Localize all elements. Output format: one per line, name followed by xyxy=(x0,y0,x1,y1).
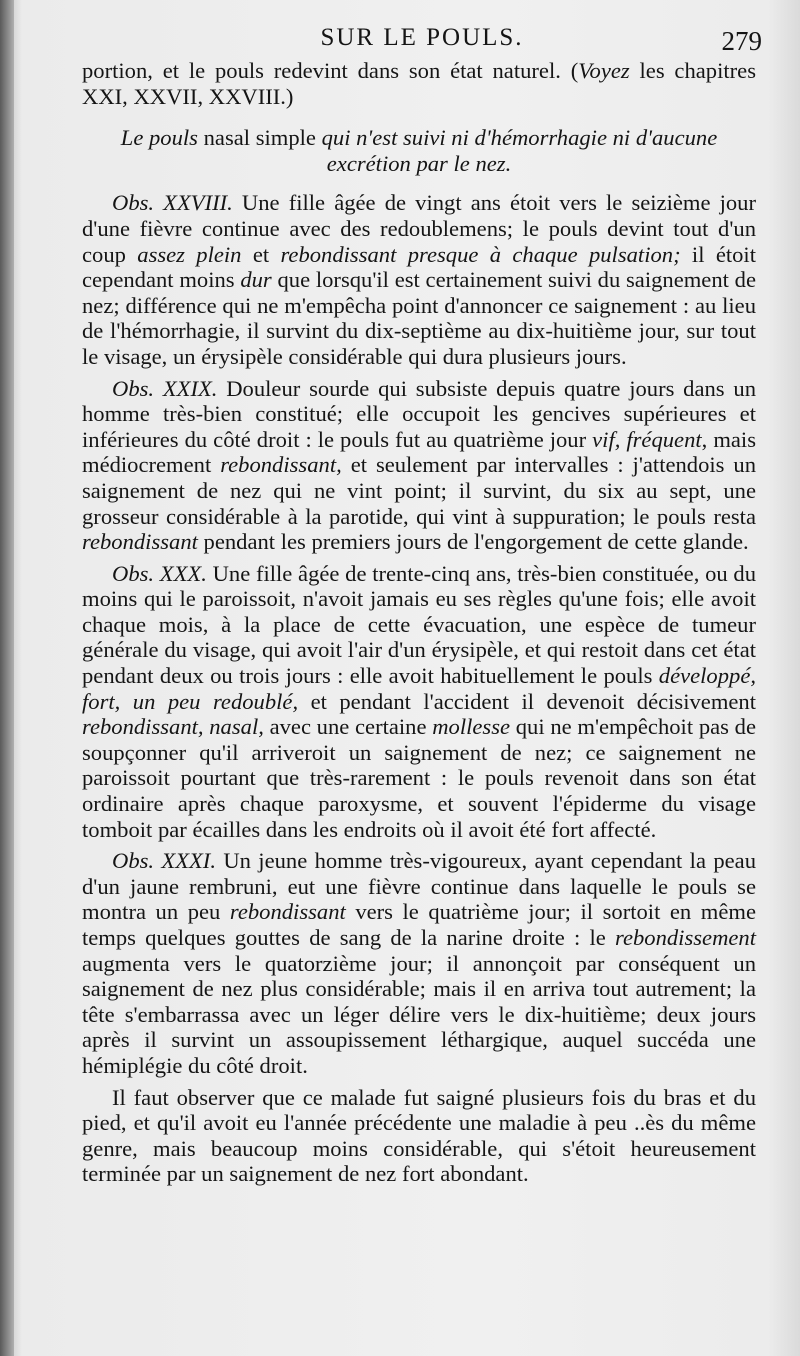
opening-paragraph: portion, et le pouls redevint dans son état naturel. (Voyez les chapitres XXI, XXVII, XXVIII.) xyxy=(82,58,756,109)
page-binding-shadow xyxy=(0,0,14,1356)
observation-30: Obs. XXX. Une fille âgée de trente-cinq ans, très-bien constituée, ou du moins qui le paroissoit, n'avoit jamais eu ses règles qu'une fois; elle avoit chaque mois, à la place de cette évacuation, une espèce de tumeur générale du visage, qui avoit l'air d'un érysipèle, et qui restoit dans cet état pendant deux ou trois jours : elle avoit habituellement le pouls développé, fort, un peu redoublé, et pendant l'accident il devenoit décisivement rebondissant, nasal, avec une certaine mollesse qui ne m'empêchoit pas de soupçonner qu'il arriveroit un saignement de nez; ce saignement ne paroissoit pourtant que très-rarement : le pouls revenoit dans son état ordinaire après chaque paroxysme, et souvent l'épiderme du visage tomboit par écailles dans les endroits où il avoit été fort affecté. xyxy=(82,560,756,842)
observation-label: Obs. XXX. xyxy=(112,560,207,586)
observation-label: Obs. XXIX. xyxy=(112,375,218,401)
body-text xyxy=(82,58,756,1187)
observation-28: Obs. XXVIII. Une fille âgée de vingt ans étoit vers le seizième jour d'une fièvre continue avec des redoublemens; le pouls devint tout d'un coup assez plein et rebondissant presque à chaque pulsation; il étoit cependant moins dur que lorsqu'il est certainement suivi du saignement de nez; différence qui ne m'empêcha point d'annoncer ce saignement : au lieu de l'hémorrhagie, il survint du dix-septième au dix-huitième jour, sur tout le visage, un érysipèle considérable qui dura plusieurs jours. xyxy=(82,190,757,369)
observation-label: Obs. XXXI. xyxy=(112,848,216,874)
observation-label: Obs. XXVIII. xyxy=(112,190,233,216)
page-header xyxy=(82,24,762,58)
page-number: 279 xyxy=(721,26,762,56)
observation-31: Obs. XXXI. Un jeune homme très-vigoureux, ayant cependant la peau d'un jaune rembruni, eut une fièvre continue dans laquelle le pouls se montra un peu rebondissant vers le quatrième jour; il sortoit en même temps quelques gouttes de sang de la narine droite : le rebondissement augmenta vers le quatorzième jour; il annonçoit par conséquent un saignement de nez plus considérable; mais il en arriva tout autrement; la tête s'embarrassa avec un léger délire vers le dix-huitième; deux jours après il survint un assoupissement léthargique, auquel succéda une hémiplégie du côté droit. xyxy=(82,848,756,1078)
observation-29: Obs. XXIX. Douleur sourde qui subsiste depuis quatre jours dans un homme très-bien constitué; elle occupoit les gencives supérieures et inférieures du côté droit : le pouls fut au quatrième jour vif, fréquent, mais médiocrement rebondissant, et seulement par intervalles : j'attendois un saignement de nez qui ne vint point; il survint, du six au sept, une grosseur considérable à la parotide, qui vint à suppuration; le pouls resta rebondissant pendant les premiers jours de l'engorgement de cette glande. xyxy=(82,375,757,555)
section-caption: Le pouls nasal simple qui n'est suivi ni d'hémorrhagie ni d'aucune excrétion par le nez. xyxy=(120,125,718,176)
running-title: SUR LE POULS. xyxy=(320,24,524,51)
closing-paragraph: Il faut observer que ce malade fut saigné plusieurs fois du bras et du pied, et qu'il avoit eu l'année précédente une maladie à peu ..ès du même genre, mais beaucoup moins considérable, qui s'étoit heureusement terminée par un saignement de nez fort abondant. xyxy=(82,1084,756,1187)
